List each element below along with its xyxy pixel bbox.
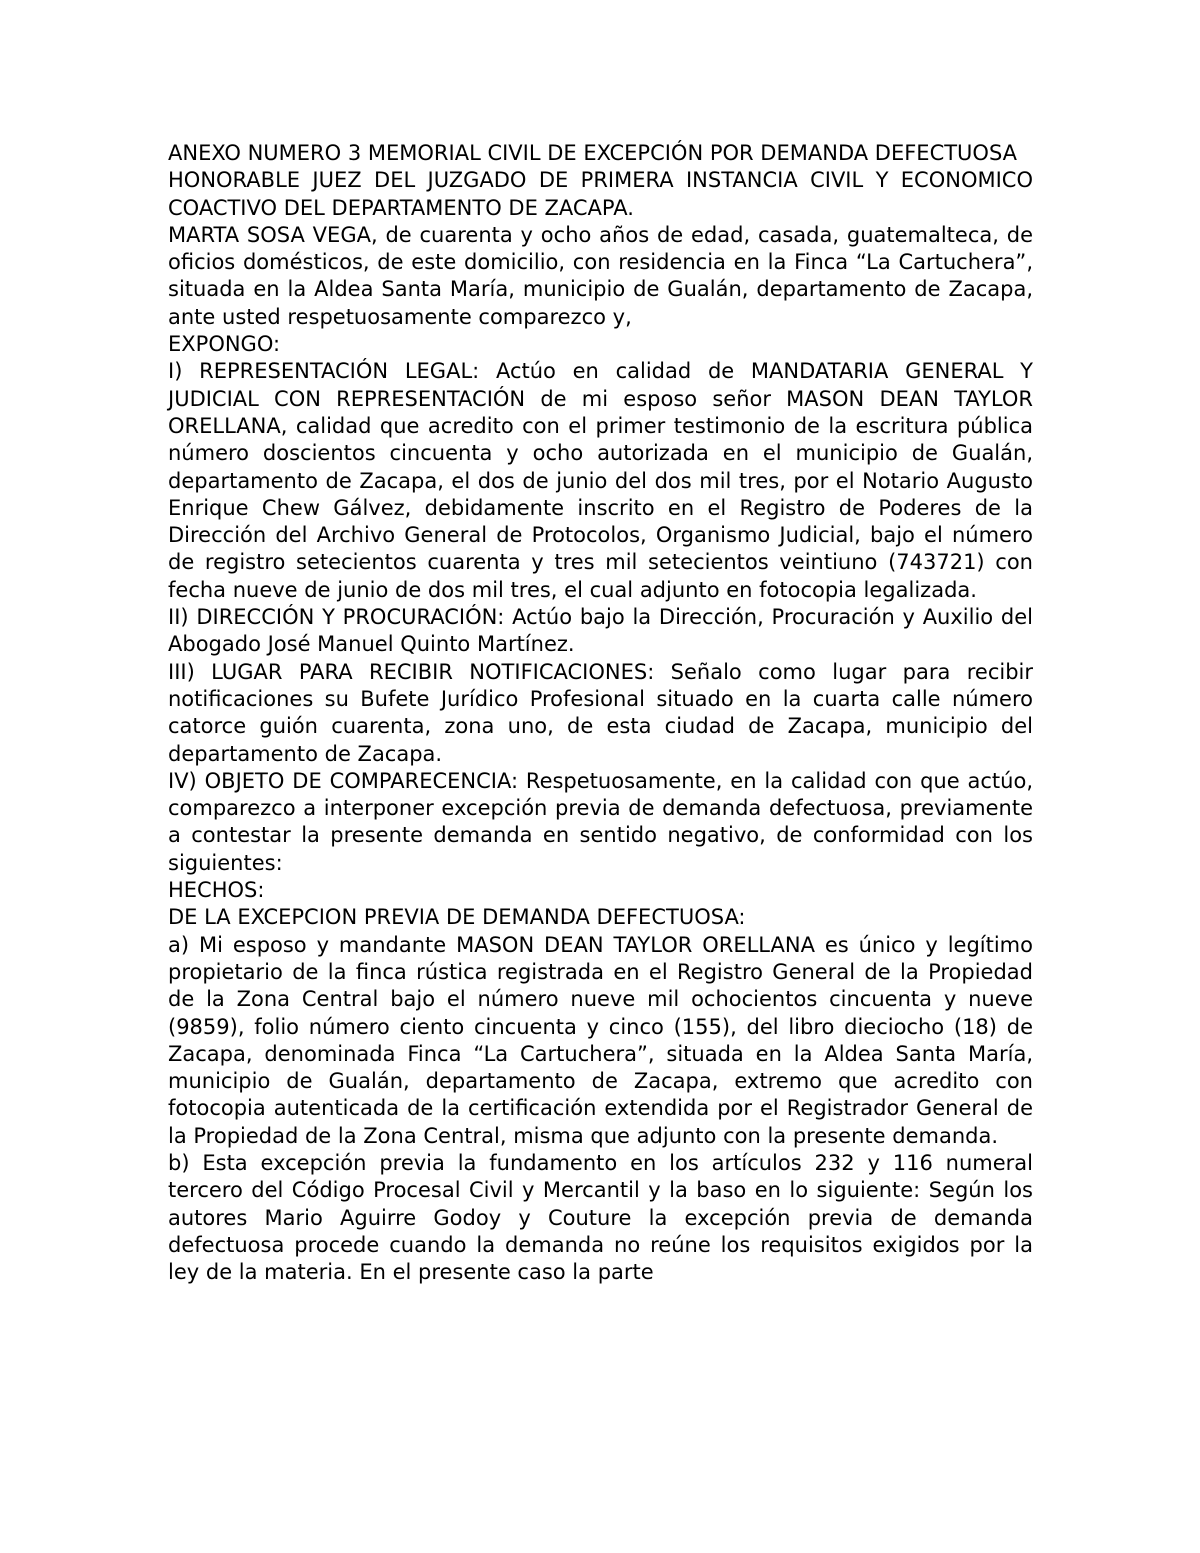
document-body xyxy=(168,140,1033,1286)
section-representacion-legal: I) REPRESENTACIÓN LEGAL: Actúo en calidad de MANDATARIA GENERAL Y JUDICIAL CON REPRESENTACIÓN de mi esposo señor MASON DEAN TAYLOR ORELLANA, calidad que acredito con el primer testimonio de la escritura pública número doscientos cincuenta y ocho autorizada en el municipio de Gualán, departamento de Zacapa, el dos de junio del dos mil tres, por el Notario Augusto Enrique Chew Gálvez, debidamente inscrito en el Registro de Poderes de la Dirección del Archivo General de Protocolos, Organismo Judicial, bajo el número de registro setecientos cuarenta y tres mil setecientos veintiuno (743721) con fecha nueve de junio de dos mil tres, el cual adjunto en fotocopia legalizada. xyxy=(168,359,1033,602)
intro-paragraph: MARTA SOSA VEGA, de cuarenta y ocho años de edad, casada, guatemalteca, de oficios domésticos, de este domicilio, con residencia en la Finca “La Cartuchera”, situada en la Aldea Santa María, municipio de Gualán, departamento de Zacapa, ante usted respetuosamente comparezco y, xyxy=(168,222,1033,329)
excepcion-heading: DE LA EXCEPCION PREVIA DE DEMANDA DEFECTUOSA: xyxy=(168,905,746,930)
addressee: HONORABLE JUEZ DEL JUZGADO DE PRIMERA INSTANCIA CIVIL Y ECONOMICO COACTIVO DEL DEPARTAMENTO DE ZACAPA. xyxy=(168,168,1033,220)
item-a: a) Mi esposo y mandante MASON DEAN TAYLOR ORELLANA es único y legítimo propietario de la finca rústica registrada en el Registro General de la Propiedad de la Zona Central bajo el número nueve mil ochocientos cincuenta y nueve (9859), folio número ciento cincuenta y cinco (155), del libro dieciocho (18) de Zacapa, denominada Finca “La Cartuchera”, situada en la Aldea Santa María, municipio de Gualán, departamento de Zacapa, extremo que acredito con fotocopia autenticada de la certificación extendida por el Registrador General de la Propiedad de la Zona Central, misma que adjunto con la presente demanda. xyxy=(168,932,1033,1148)
expongo-heading: EXPONGO: xyxy=(168,332,281,357)
hechos-heading: HECHOS: xyxy=(168,878,265,903)
item-b: b) Esta excepción previa la fundamento en los artículos 232 y 116 numeral tercero del Código Procesal Civil y Mercantil y la baso en lo siguiente: Según los autores Mario Aguirre Godoy y Couture la excepción previa de demanda defectuosa procede cuando la demanda no reúne los requisitos exigidos por la ley de la materia. En el presente caso la parte xyxy=(168,1150,1033,1285)
section-lugar-notificaciones: III) LUGAR PARA RECIBIR NOTIFICACIONES: Señalo como lugar para recibir notificaciones su Bufete Jurídico Profesional situado en la cuarta calle número catorce guión cuarenta, zona uno, de esta ciudad de Zacapa, municipio del departamento de Zacapa. xyxy=(168,659,1033,766)
document-title: ANEXO NUMERO 3 MEMORIAL CIVIL DE EXCEPCIÓN POR DEMANDA DEFECTUOSA xyxy=(168,141,1018,165)
section-direccion-procuracion: II) DIRECCIÓN Y PROCURACIÓN: Actúo bajo la Dirección, Procuración y Auxilio del Abogado José Manuel Quinto Martínez. xyxy=(168,605,1033,657)
section-objeto-comparecencia: IV) OBJETO DE COMPARECENCIA: Respetuosamente, en la calidad con que actúo, comparezco a interponer excepción previa de demanda defectuosa, previamente a contestar la presente demanda en sentido negativo, de conformidad con los siguientes: xyxy=(168,768,1033,875)
